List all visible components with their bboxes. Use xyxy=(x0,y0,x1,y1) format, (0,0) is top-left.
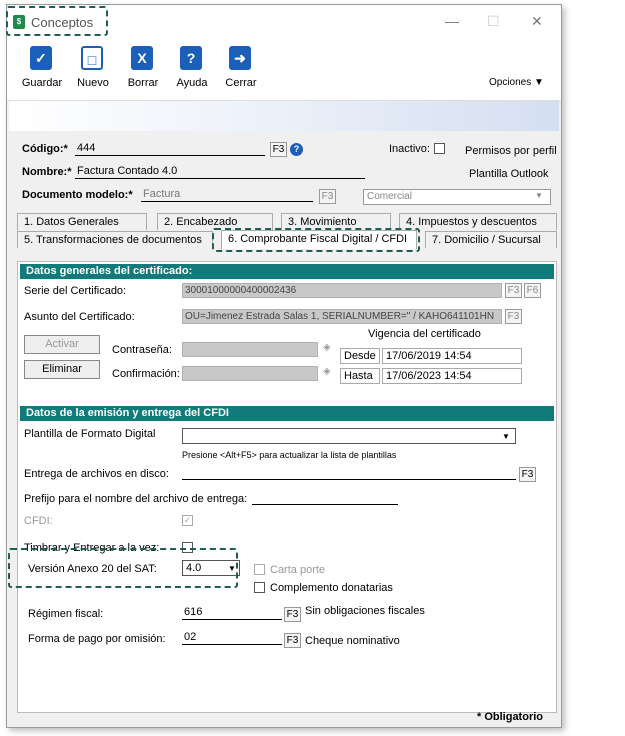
version-select[interactable]: 4.0 xyxy=(182,560,240,576)
asunto-label: Asunto del Certificado: xyxy=(24,311,135,323)
contrasena-field[interactable] xyxy=(182,342,318,357)
tab-transformaciones[interactable]: 5. Transformaciones de documentos xyxy=(17,231,213,248)
permisos-link[interactable]: Permisos por perfil xyxy=(465,145,557,157)
eliminar-button[interactable]: Eliminar xyxy=(24,360,100,379)
confirm-reveal-icon[interactable]: ◈ xyxy=(323,366,331,377)
help-icon[interactable]: ? xyxy=(180,46,202,70)
hasta-value: 17/06/2023 14:54 xyxy=(382,368,522,384)
borrar-button[interactable]: Borrar xyxy=(127,77,159,89)
forma-pago-field[interactable]: 02 xyxy=(182,631,282,645)
confirmacion-label: Confirmación: xyxy=(112,368,180,380)
prefijo-label: Prefijo para el nombre del archivo de entrega: xyxy=(24,493,248,505)
help-circle-icon[interactable]: ? xyxy=(290,143,303,156)
plantilla-select[interactable] xyxy=(182,428,516,444)
tab-encabezado[interactable]: 2. Encabezado xyxy=(157,213,273,230)
confirmacion-field[interactable] xyxy=(182,366,318,381)
tab-highlight xyxy=(212,228,420,252)
serie-f6-button[interactable]: F6 xyxy=(524,283,541,298)
maximize-button[interactable]: ☐ xyxy=(487,13,500,29)
nombre-field[interactable]: Factura Contado 4.0 xyxy=(75,165,365,179)
serie-label: Serie del Certificado: xyxy=(24,285,127,297)
nombre-label: Nombre:* xyxy=(22,166,72,178)
inactivo-label: Inactivo: xyxy=(389,143,430,155)
serie-f3-button[interactable]: F3 xyxy=(505,283,522,298)
forma-pago-description: Cheque nominativo xyxy=(305,635,400,647)
title-highlight xyxy=(6,6,108,36)
cerrar-button[interactable]: Cerrar xyxy=(225,77,257,89)
password-reveal-icon[interactable]: ◈ xyxy=(323,342,331,353)
version-highlight xyxy=(8,548,238,588)
prefijo-field[interactable] xyxy=(252,491,398,505)
guardar-button[interactable]: Guardar xyxy=(21,77,63,89)
regimen-f3-button[interactable]: F3 xyxy=(284,607,301,622)
cfdi-label: CFDI: xyxy=(24,515,53,527)
forma-pago-f3-button[interactable]: F3 xyxy=(284,633,301,648)
emision-heading: Datos de la emisión y entrega del CFDI xyxy=(20,406,554,421)
toolbar xyxy=(7,37,561,101)
opciones-menu[interactable]: Opciones ▼ xyxy=(489,77,544,88)
desde-value: 17/06/2019 14:54 xyxy=(382,348,522,364)
carta-porte-checkbox[interactable] xyxy=(254,564,265,575)
cfdi-panel xyxy=(17,261,557,713)
serie-field: 30001000000400002436 xyxy=(182,283,502,298)
carta-porte-label: Carta porte xyxy=(270,564,326,576)
activar-button[interactable]: Activar xyxy=(24,335,100,354)
entrega-field[interactable] xyxy=(182,466,516,480)
nuevo-button[interactable]: Nuevo xyxy=(77,77,109,89)
asunto-f3-button[interactable]: F3 xyxy=(505,309,522,324)
desde-label: Desde xyxy=(340,348,380,364)
version-label: Versión Anexo 20 del SAT: xyxy=(28,563,157,575)
regimen-field[interactable]: 616 xyxy=(182,606,282,620)
timbrar-label: Timbrar y Entregar a la vez: xyxy=(24,542,160,554)
codigo-label: Código:* xyxy=(22,143,68,155)
ayuda-button[interactable]: Ayuda xyxy=(176,77,208,89)
codigo-f3-button[interactable]: F3 xyxy=(270,142,287,157)
delete-x-icon[interactable]: X xyxy=(131,46,153,70)
inactivo-checkbox[interactable] xyxy=(434,143,445,154)
regimen-description: Sin obligaciones fiscales xyxy=(305,605,425,617)
tab-datos-generales[interactable]: 1. Datos Generales xyxy=(17,213,147,230)
plantilla-label: Plantilla de Formato Digital xyxy=(24,428,156,440)
plantilla-outlook-link[interactable]: Plantilla Outlook xyxy=(469,168,549,180)
contrasena-label: Contraseña: xyxy=(112,344,172,356)
complemento-checkbox[interactable] xyxy=(254,582,265,593)
forma-pago-label: Forma de pago por omisión: xyxy=(28,633,166,645)
hasta-label: Hasta xyxy=(340,368,380,384)
entrega-label: Entrega de archivos en disco: xyxy=(24,468,169,480)
header-band xyxy=(9,101,559,131)
comercial-dropdown-icon[interactable]: ▼ xyxy=(535,191,543,200)
entrega-f3-button[interactable]: F3 xyxy=(519,467,536,482)
plantilla-hint: Presione <Alt+F5> para actualizar la lista de plantillas xyxy=(182,450,397,460)
minimize-button[interactable]: — xyxy=(445,13,459,29)
tab-impuestos[interactable]: 4. Impuestos y descuentos xyxy=(399,213,557,230)
documento-modelo-field[interactable]: Factura xyxy=(141,188,313,202)
comercial-select[interactable]: Comercial xyxy=(363,189,551,205)
tab-domicilio[interactable]: 7. Domicilio / Sucursal xyxy=(425,231,557,248)
regimen-label: Régimen fiscal: xyxy=(28,608,104,620)
tab-movimiento[interactable]: 3. Movimiento xyxy=(281,213,391,230)
codigo-field[interactable]: 444 xyxy=(75,142,265,156)
conceptos-window xyxy=(6,4,562,728)
tab-comprobante-fiscal[interactable]: 6. Comprobante Fiscal Digital / CFDI xyxy=(221,230,417,249)
documento-modelo-label: Documento modelo:* xyxy=(22,189,133,201)
plantilla-dropdown-icon[interactable]: ▼ xyxy=(502,432,510,441)
app-icon: $ xyxy=(13,15,25,29)
vigencia-label: Vigencia del certificado xyxy=(368,328,481,340)
close-button[interactable]: ✕ xyxy=(531,13,543,29)
version-dropdown-icon[interactable]: ▼ xyxy=(228,564,236,573)
documento-f3-button[interactable]: F3 xyxy=(319,189,336,204)
cfdi-checkbox[interactable]: ✓ xyxy=(183,515,192,525)
obligatorio-note: * Obligatorio xyxy=(477,711,543,723)
new-document-icon[interactable]: □ xyxy=(81,46,103,70)
window-title: Conceptos xyxy=(31,15,94,30)
checkmark-icon[interactable]: ✓ xyxy=(30,46,52,70)
asunto-field: OU=Jimenez Estrada Salas 1, SERIALNUMBER=" / KAHO641101HN xyxy=(182,309,502,324)
complemento-label: Complemento donatarias xyxy=(270,582,393,594)
certificado-heading: Datos generales del certificado: xyxy=(20,264,554,279)
exit-door-icon[interactable]: ➜ xyxy=(229,46,251,70)
